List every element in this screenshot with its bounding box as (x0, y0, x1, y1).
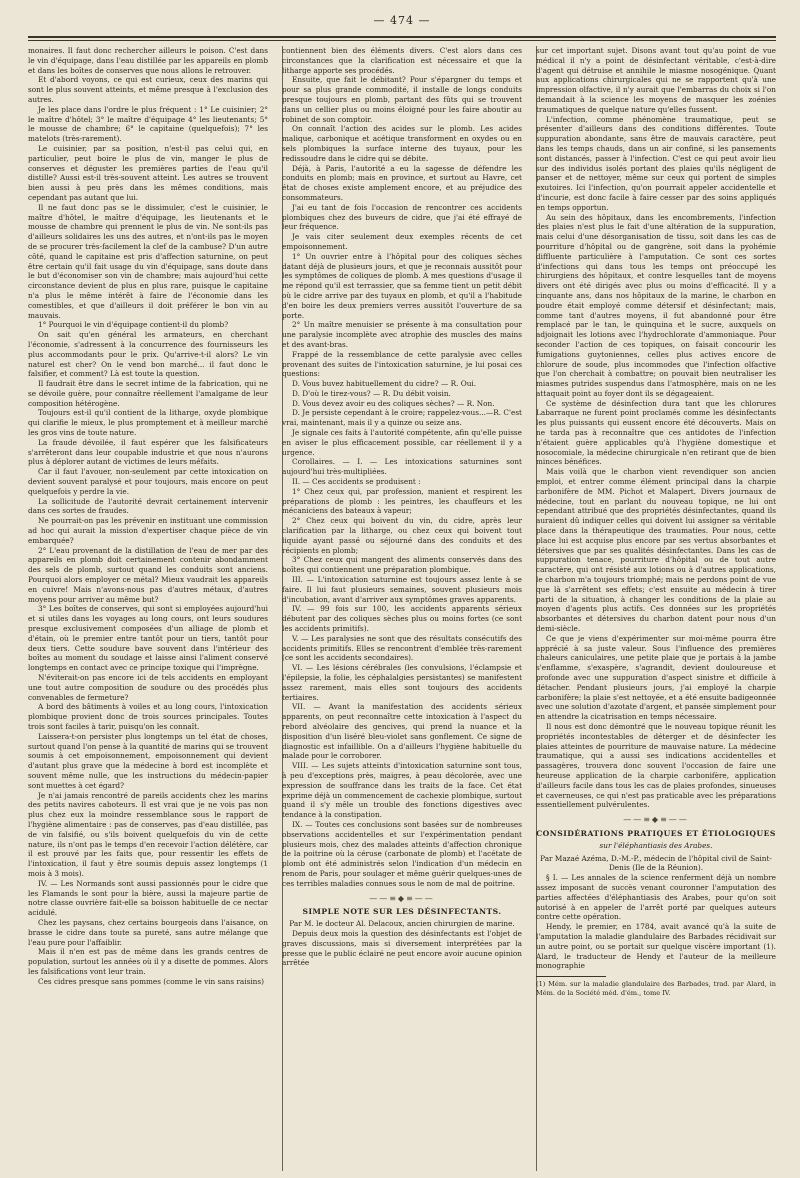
paragraph: N'éviterait-on pas encore ici de tels accidents en employant une tout autre composition de soudure ou des procédés plus convenables de fermeture? (28, 673, 268, 702)
paragraph: Ne pourrait-on pas les prévenir en instituant une commission ad hoc qui aurait la mission d'expertiser chaque pièce de vin embarquée? (28, 516, 268, 545)
footnote: (1) Mém. sur la maladie glandulaire des Barbades, trad. par Alard, in Mém. de la Société méd. d'ém., tome IV. (536, 980, 776, 997)
paragraph: 1° Un ouvrier entre à l'hôpital pour des coliques sèches datant déjà de plusieurs jours, et que je reconnais aussitôt pour les symptômes de coliques de plomb. A mes questions d'usage il me répond qu'il est terrassier, que sa femme tient un petit débit où le cidre arrive par des tuyaux en plomb, et qu'il a l'habitude d'en boire les deux premiers verres aussitôt l'ouverture de sa porte. (282, 251, 522, 320)
paragraph: Ce système de désinfection dura tant que les chlorures Labarraque ne furent point proclamés comme les désinfectants les plus puissants qui eussent encore été découverts. Mais on ne tarda pas à reconnaître que ces antidotes de l'infection n'étaient guère applicables qu'à l'hygiène domestique et nosocomiale, la médecine chirurgicale n'en retirant que de bien minces bénéfices. (536, 398, 776, 467)
paragraph: Mais voilà que le charbon vient revendiquer son ancien emploi, et entrer comme élément principal dans la charpie carbonifère de MM. Pichot et Malapert. Divers journaux de médecine, tout en parlant du nouveau topique, ne lui ont cependant attribué que des propriétés désinfectantes, quand ils auraient dû indiquer celles qui doivent lui assigner sa véritable place dans la thérapeutique des traumaties. Pour nous, cette place lui est acquise plus encore par ses vertus absorbantes et détersives que par ses qualités désinfectantes. Dans les cas de suppuration tenace, pourriture d'hôpital ou de tout autre caractère, qui ont résisté aux lotions ou à d'autres applications, le charbon m'a toujours triomphé; mais ne perdons point de vue que là s'arrêtent ses effets; c'est ensuite au médecin à tirer parti de la situation, à changer les conditions de la plaie au moyen d'agents plus actifs. Ces données sur les propriétés absorbantes et détersives du charbon datent pour nous d'un demi-siècle. (536, 467, 776, 634)
paragraph: IX. — Toutes ces conclusions sont basées sur de nombreuses observations accidentelles et sur l'expérimentation pendant plusieurs mois, chez des malades atteints d'affection chronique de la poitrine où la céruse (carbonate de plomb) et l'acétate de plomb ont été administrés selon l'indication d'un médecin en renom de Paris, pour soulager et même guérir quelques-unes de ces terribles maladies connues sous le nom de mal de poitrine. (282, 819, 522, 888)
column-3 (536, 46, 776, 997)
paragraph: 2° Un maître menuisier se présente à ma consultation pour une paralysie incomplète avec atrophie des muscles des mains et des avant-bras. (282, 320, 522, 349)
column-3-article-body (536, 873, 776, 971)
paragraph: D. Vous devez avoir eu des coliques sèches? — R. Non. (292, 398, 495, 408)
paragraph: A bord des bâtiments à voiles et au long cours, l'intoxication plombique provient donc de trois sources principales. Toutes trois sont faciles à tarir, puisqu'on les connaît. (28, 702, 268, 731)
column-2-article-body (282, 929, 522, 968)
paragraph: Et d'abord voyons, ce qui est curieux, ceux des marins qui sont le plus souvent atteints, et même presque à l'exclusion des autres. (28, 75, 268, 104)
paragraph: Au sein des hôpitaux, dans les encombrements, l'infection des plaies n'est plus le fait d'une altération de la suppuration, mais celui d'une désorganisation de tissu, soit dans les cas de pourriture d'hôpital ou de gangrène, soit dans la pyohémie diffluente particulière à l'amputation. Ce sont ces sortes d'infections qui dans tous les temps ont préoccupé les chirurgiens des hôpitaux, et contre lesquelles tant de moyens divers ont été dirigés avec plus ou moins d'efficacité. Il y a cinquante ans, dans nos hôpitaux de la marine, le charbon en poudre était employé comme détersif et désinfectant; mais, comme tant d'autres moyens, il fut abandonné pour être remplacé par le tan, le quinquina et le sucre, auxquels on adjoignait les lotions avec l'hydrochlorate d'ammoniaque. Pour seconder l'action de ces topiques, on faisait concourir les fumigations guytoniennes, celles plus actives encore de chlorure de soude, plus incommodes que l'infection olfactive que l'on cherchait à combattre; on pouvait bien neutraliser les miasmes putrides suspendus dans l'atmosphère, mais on ne les attaquait point au foyer dont ils se dégageaient. (536, 212, 776, 398)
paragraph: Il nous est donc démontré que le nouveau topique réunit les propriétés incontestables de déterger et de désinfecter les plaies atteintes de pourriture de mauvaise nature. La médecine traumatique, qui a aussi ses indications accidentelles et passagères, trouvera donc souvent l'occasion de faire une heureuse application de la charpie carbonifère, application d'ailleurs facile dans tous les cas de plaies profondes, sinueuses et caverneuses, ce qui n'est pas praticable avec les préparations essentiellement pulvérulentes. (536, 721, 776, 810)
paragraph: D. D'où le tirez-vous? — R. Du débit voisin. (292, 388, 451, 398)
paragraph: II. — Ces accidents se produisent : (292, 477, 421, 487)
paragraph: monaires. Il faut donc rechercher ailleurs le poison. C'est dans le vin d'équipage, dans l'eau distillée par les appareils en plomb et dans les boîtes de conserves que nous allons le retrouver. (28, 46, 268, 75)
paragraph: Le cuisinier, par sa position, n'est-il pas celui qui, en particulier, peut boire le plus de vin, manger le plus de conserves et déguster les premières parties de l'eau qu'il distille? Aussi est-il très-souvent atteint. Les autres se trouvent bien aussi à peu près dans les mêmes conditions, mais cependant pas autant que lui. (28, 143, 268, 202)
paragraph: III. — L'intoxication saturnine est toujours assez lente à se faire. Il lui faut plusieurs semaines, souvent plusieurs mois d'incubation, avant d'arriver aux symptômes graves apparents. (282, 575, 522, 604)
column-3-body (536, 46, 776, 810)
paragraph: contiennent bien des éléments divers. C'est alors dans ces circonstances que la clarification est nécessaire et que la litharge apporte ses procédés. (282, 46, 522, 75)
paragraph: Déjà, à Paris, l'autorité a eu la sagesse de défendre les conduits en plomb; mais en province, et surtout au Havre, cet état de choses existe amplement encore, et au préjudice des consommateurs. (282, 163, 522, 202)
paragraph: Je n'ai jamais rencontré de pareils accidents chez les marins des petits navires caboteurs. Il est vrai que je ne vois pas non plus chez eux la moindre ressemblance sous le rapport de l'hygiène alimentaire : pas de conserves, pas d'eau distillée, pas de vin falsifié, ou s'ils boivent quelquefois du vin de cette nature, ils n'ont pas le temps d'en recevoir l'action délétère, car il est prouvé par les faits que, pour ressentir les effets de l'intoxication, il faut y être soumis depuis assez longtemps (1 mois à 3 mois). (28, 790, 268, 878)
paragraph: 1° Pourquoi le vin d'équipage contient-il du plomb? (38, 320, 229, 330)
paragraph: J'ai eu tant de fois l'occasion de rencontrer ces accidents plombiques chez des buveurs de cidre, que j'ai été effrayé de leur fréquence. (282, 202, 522, 232)
paragraph: 2° Chez ceux qui boivent du vin, du cidre, après leur clarification par la litharge, ou chez ceux qui boivent tout liquide ayant passé ou séjourné dans des conduits et des récipients en plomb; (282, 516, 522, 555)
paragraph: L'infection, comme phénomène traumatique, peut se présenter d'ailleurs dans des conditions différentes. Toute suppuration abondante, sans être de mauvais caractère, peut dans les temps chauds, dans un air confiné, si les pansements sont distancés, passer à l'infection. C'est ce qui peut avoir lieu sur des individus isolés portant des plaies qu'ils négligent de panser et de nettoyer, même sur ceux qui portent de simples exutoires. Ici l'infection, qu'on pourrait appeler accidentelle et d'incurie, est donc facile à faire cesser par des soins appliqués en temps opportun. (536, 114, 776, 212)
paragraph: Je signale ces faits à l'autorité compétente, afin qu'elle puisse en aviser le plus efficacement possible, car réellement il y a urgence. (282, 428, 522, 457)
column-2 (282, 46, 522, 997)
paragraph: § I. — Les annales de la science renferment déjà un nombre assez imposant de succès venant couronner l'amputation des parties affectées d'éléphantiasis des Arabes, pour qu'on soit autorisé à en appeler de l'arrêt porté par quelques auteurs contre cette opération. (536, 873, 776, 922)
paragraph: VI. — Les lésions cérébrales (les convulsions, l'éclampsie et l'épilepsie, la folie, les céphalalgies persistantes) se manifestent assez rarement, mais elles sont toujours des accidents tertiaires. (282, 663, 522, 702)
paragraph: 3° Chez ceux qui mangent des aliments conservés dans des boîtes qui contiennent une préparation plombique. (282, 555, 522, 575)
paragraph: IV. — Les Normands sont aussi passionnés pour le cidre que les Flamands le sont pour la bière, aussi la majeure partie de notre classe ouvrière fait-elle sa boisson habituelle de ce nectar acidulé. (28, 878, 268, 918)
paragraph: 3° Les boîtes de conserves, qui sont si employées aujourd'hui et si utiles dans les voyages au long cours, ont leurs soudures presque exclusivement composées d'un alliage de plomb et d'étain, où le premier entre tantôt pour un tiers, tantôt pour deux tiers. Cette soudure bave souvent dans l'intérieur des boîtes au moment du soudage et laisse ainsi l'aliment conservé longtemps en contact avec ce principe toxique qui l'imprègne. (28, 604, 268, 673)
paragraph: IV. — 99 fois sur 100, les accidents apparents sérieux débutent par des coliques sèches plus ou moins fortes (ce sont les accidents primitifs). (282, 604, 522, 634)
paragraph: Toujours est-il qu'il contient de la litharge, oxyde plombique qui clarifie le mieux, le plus promptement et à meilleur marché les gros vins de toute nature. (28, 408, 268, 438)
paragraph: On connaît l'action des acides sur le plomb. Les acides malique, carbonique et acétique transforment en oxydes ou en sels plombiques la surface interne des tuyaux, pour les redissoudre dans le cidre qui se débite. (282, 124, 522, 163)
paragraph: Il faudrait être dans le secret intime de la fabrication, qui ne se dévoile guère, pour connaître réellement l'amalgame de leur composition hétérogène. (28, 379, 268, 408)
article-subtitle: sur l'éléphantiasis des Arabes. (599, 840, 713, 850)
paragraph: Ces cidres presque sans pommes (comme le vin sans raisins) (38, 976, 264, 986)
paragraph: Frappé de la ressemblance de cette paralysie avec celles provenant des suites de l'intoxication saturnine, je lui posai ces questions: (282, 349, 522, 379)
paragraph: Ce que je viens d'expérimenter sur moi-même pourra être apprécié à sa juste valeur. Sous l'influence des premières chaleurs caniculaires, une petite plaie que je portais à la jambe s'enflamme, s'exaspère, s'agrandit, devient douloureuse et profonde avec une suppuration d'aspect sinistre et difficile à détacher. Pendant plusieurs jours, j'ai employé la charpie carbonifère; la plaie s'est nettoyée, et a été ensuite badigeonnée avec une solution d'azotate d'argent, et pansée simplement pour en attendre la cicatrisation en temps nécessaire. (536, 633, 776, 722)
article-byline: Par M. le docteur Al. Delacoux, ancien chirurgien de marine. (289, 919, 515, 929)
paragraph: Il ne faut donc pas se le dissimuler, c'est le cuisinier, le maître d'hôtel, le maître d'équipage, les lieutenants et le mousse de chambre qui prennent le plus de vin. Ne sont-ils pas d'ailleurs solidaires les uns des autres, et n'ont-ils pas le moyen de se procurer très-facilement la clef de la cambuse? D'un autre côté, quand le capitaine est pris d'affection saturnine, on peut être certain qu'il fait usage du vin d'équipage, sans doute dans le but d'économiser son vin de chambre; mais aujourd'hui cette circonstance devient de plus en plus rare, puisque le capitaine n'a plus le même intérêt à faire de l'économie dans les comestibles, et que d'ailleurs il doit préférer le bon vin au mauvais. (28, 202, 268, 320)
paragraph: Chez les paysans, chez certains bourgeois dans l'aisance, on brasse le cidre dans toute sa pureté, sans autre mélange que l'eau pure pour l'affaiblir. (28, 917, 268, 947)
paragraph: Hendy, le premier, en 1784, avait avancé qu'à la suite de l'amputation la maladie glandulaire des Barbades récidivait sur un autre point, ou se portait sur quelque viscère important (1). Alard, le traducteur de Hendy et l'auteur de la meilleure monographie (536, 922, 776, 971)
paragraph: V. — Les paralysies ne sont que des résultats consécutifs des accidents primitifs. Elles se rencontrent d'emblée très-rarement (ce sont les accidents secondaires). (282, 633, 522, 663)
section-separator: ——≡◆≡—— (369, 893, 435, 903)
columns (28, 46, 776, 997)
paragraph: Depuis deux mois la question des désinfectants est l'objet de graves discussions, mais si diversement interprétées par la presse que le public éclairé ne peut encore avoir aucune opinion arrêtée (282, 928, 522, 968)
paragraph: sur cet important sujet. Disons avant tout qu'au point de vue médical il n'y a point de désinfectant véritable, c'est-à-dire d'agent qui détruise et annihile le miasme nosogénique. Quant aux applications chirurgicales qui ne se rapportent qu'à une impression olfactive, il n'y aurait que l'embarras du choix si l'on demandait à la science les moyens de masquer les zoénies traumatiques de quelque nature qu'elles fussent. (536, 46, 776, 114)
paragraph: 1° Chez ceux qui, par profession, manient et respirent les préparations de plomb : les peintres, les chauffeurs et les mécaniciens des bateaux à vapeur; (282, 486, 522, 516)
section-separator: ——≡◆≡—— (623, 815, 689, 825)
paragraph: On sait qu'en général les armateurs, en cherchant l'économie, s'adressent à la concurrence des fournisseurs les plus accommodants pour le prix. Qu'arrive-t-il alors? Le vin naturel est cher? On le vend bon marché... il faut donc le falsifier, et comment? Là est toute la question. (28, 330, 268, 379)
paragraph: Je les place dans l'ordre le plus fréquent : 1° Le cuisinier; 2° le maître d'hôtel; 3° le maître d'équipage 4° les lieutenants; 5° le mousse de chambre; 6° le capitaine (quelquefois); 7° les matelots (très-rarement). (28, 104, 268, 144)
paragraph: La sollicitude de l'autorité devrait certainement intervenir dans ces sortes de fraudes. (28, 496, 268, 516)
paragraph: Corollaires. — I. — Les intoxications saturnines sont aujourd'hui très-multipliées. (282, 457, 522, 477)
paragraph: VII. — Avant la manifestation des accidents sérieux apparents, on peut reconnaître cette intoxication à l'aspect du rebord alvéolaire des gencives, qui prend la nuance et la disposition d'un liséré bleu-violet sans gonflement. Ce signe de diagnostic est infaillible. On a d'ailleurs l'hygiène habituelle du malade pour le corroborer. (282, 702, 522, 761)
paragraph: D. Vous buvez habituellement du cidre? — R. Oui. (292, 379, 477, 389)
header-rule-thin (28, 40, 776, 41)
article-title: CONSIDÉRATIONS PRATIQUES ET ÉTIOLOGIQUES (536, 828, 776, 838)
column-1 (28, 46, 268, 997)
paragraph: Je vais citer seulement deux exemples récents de cet empoisonnement. (282, 232, 522, 251)
article-title: SIMPLE NOTE SUR LES DÉSINFECTANTS. (302, 907, 502, 917)
header-rule (28, 36, 776, 38)
paragraph: Car il faut l'avouer, non-seulement par cette intoxication on devient souvent paralysé et pour toujours, mais encore on peut quelquefois y perdre la vie. (28, 467, 268, 496)
paragraph: 2° L'eau provenant de la distillation de l'eau de mer par des appareils en plomb doit certainement contenir abondamment des sels de plomb, surtout quand les conduits sont anciens. Pourquoi alors employer ce métal? Mieux vaudrait les appareils en cuivre! Mais n'avons-nous pas d'autres métaux, d'autres moyens pour arriver au même but? (28, 545, 268, 604)
paragraph: VIII. — Les sujets atteints d'intoxication saturnine sont tous, à peu d'exceptions près, maigres, à peau décolorée, avec une expression de souffrance dans les traits de la face. Cet état exprime déjà un commencement de cachexie plombique, surtout quand il s'y mêle un trouble des fonctions digestives avec tendance à la constipation. (282, 761, 522, 820)
footnote-rule (536, 976, 606, 977)
paragraph: Mais il n'en est pas de même dans les grands centres de population, surtout les années où il y a disette de pommes. Alors les falsifications vont leur train. (28, 947, 268, 976)
paragraph: La fraude dévoilée, il faut espérer que les falsificateurs s'arrêteront dans leur coupable industrie et que nous n'aurons plus à déplorer autant de victimes de leurs méfaits. (28, 437, 268, 467)
article-byline: Par Mazaé Azéma, D.-M.-P., médecin de l'hôpital civil de Saint-Denis (Ile de la Réunion). (540, 853, 772, 873)
paragraph: D. Je persiste cependant à le croire; rappelez-vous...—R. C'est vrai, maintenant, mais il y a quinze ou seize ans. (282, 408, 522, 428)
column-2-body (282, 46, 522, 889)
page-number: — 474 — (373, 14, 431, 27)
paragraph: Ensuite, que fait le débitant? Pour s'épargner du temps et pour sa plus grande commodité, il installe de longs conduits presque toujours en plomb, partant des fûts qui se trouvent dans un cellier plus ou moins éloigné pour les faire aboutir au robinet de son comptoir. (282, 75, 522, 124)
paragraph: Laissera-t-on persister plus longtemps un tel état de choses, surtout quand l'on pense à la quantité de marins qui se trouvent soumis à cet empoisonnement, empoisonnement qui devient d'autant plus grave que la médecine à bord est incomplète et souvent même nulle, que les instructions du médecin-papier sont muettes à cet égard? (28, 731, 268, 790)
